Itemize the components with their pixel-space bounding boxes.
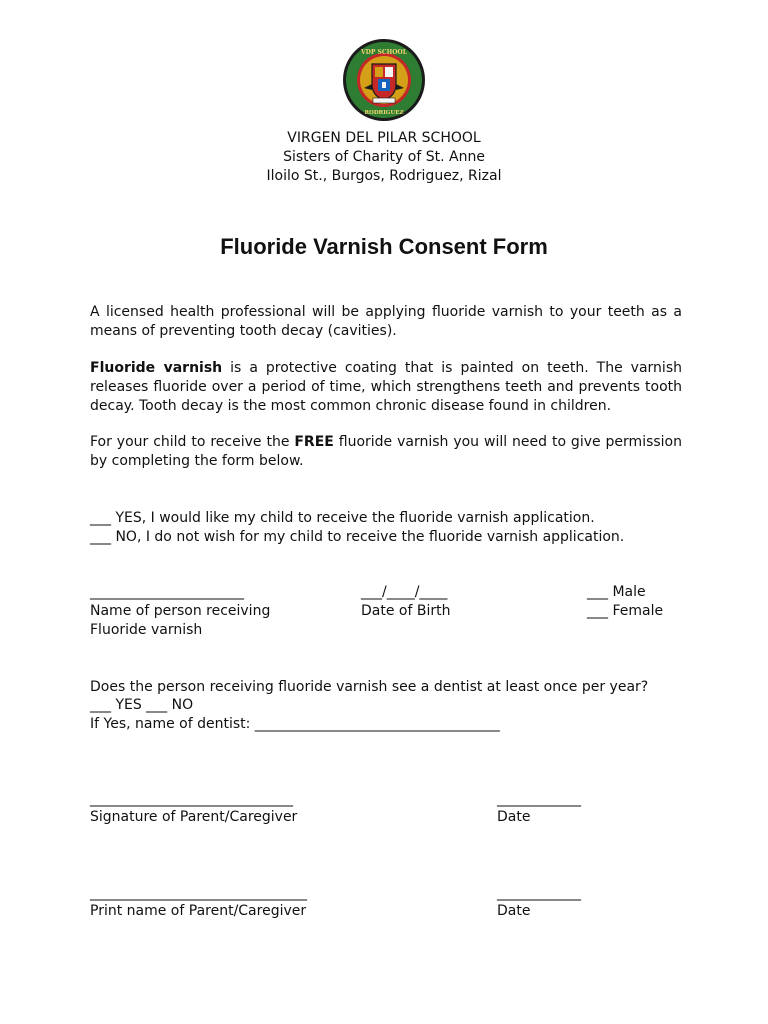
signature-date-blank[interactable]: ____________ xyxy=(497,791,581,807)
congregation-name: Sisters of Charity of St. Anne xyxy=(283,149,485,165)
print-date-blank[interactable]: ____________ xyxy=(497,885,581,901)
gender-female-option[interactable]: ___ Female xyxy=(587,603,664,619)
dob-field-label: Date of Birth xyxy=(361,603,451,619)
dentist-question: Does the person receiving fluoride varnish see a dentist at least once per year? xyxy=(90,679,649,695)
definition-term: Fluoride varnish xyxy=(90,360,223,376)
permission-text-before: For your child to receive the xyxy=(90,434,295,450)
name-field-blank[interactable]: ______________________ xyxy=(90,584,244,600)
intro-paragraph: A licensed health professional will be applying fluoride varnish to your teeth as a means of preventing tooth decay (cavities). xyxy=(90,304,682,339)
signature-field-label: Signature of Parent/Caregiver xyxy=(90,809,298,825)
signature-field-blank[interactable]: _____________________________ xyxy=(90,791,293,807)
free-emphasis: FREE xyxy=(294,434,334,450)
option-no[interactable]: ___ NO, I do not wish for my child to receive the fluoride varnish application. xyxy=(90,529,625,545)
print-date-label: Date xyxy=(497,903,531,919)
signature-date-label: Date xyxy=(497,809,531,825)
school-name: VIRGEN DEL PILAR SCHOOL xyxy=(287,130,481,146)
definition-paragraph xyxy=(90,359,682,416)
print-name-field-blank[interactable]: _______________________________ xyxy=(90,885,307,901)
svg-text:RODRIGUEZ: RODRIGUEZ xyxy=(364,110,404,116)
permission-text-after: fluoride varnish you will need to give permission by completing the form below. xyxy=(90,434,682,469)
option-yes[interactable]: ___ YES, I would like my child to receive the fluoride varnish application. xyxy=(90,510,595,526)
dob-field-blank[interactable]: ___/____/____ xyxy=(361,584,448,600)
name-field-label: Name of person receiving xyxy=(90,603,271,619)
print-name-field-label: Print name of Parent/Caregiver xyxy=(90,903,307,919)
page-title: Fluoride Varnish Consent Form xyxy=(220,234,548,259)
school-address: Iloilo St., Burgos, Rodriguez, Rizal xyxy=(266,168,502,184)
name-field-label-2: Fluoride varnish xyxy=(90,622,203,638)
permission-paragraph xyxy=(90,433,682,471)
svg-text:VDP SCHOOL: VDP SCHOOL xyxy=(361,49,407,56)
dentist-name-field[interactable]: If Yes, name of dentist: ___________________________________ xyxy=(90,716,500,732)
definition-text: is a protective coating that is painted on teeth. The varnish releases fluoride over a period of time, which strengthens teeth and prevents tooth decay. Tooth decay is the most common chronic disease found in children. xyxy=(90,360,682,414)
dentist-yes-no-options[interactable]: ___ YES ___ NO xyxy=(90,697,194,713)
school-seal-logo xyxy=(342,38,426,122)
gender-male-option[interactable]: ___ Male xyxy=(587,584,646,600)
